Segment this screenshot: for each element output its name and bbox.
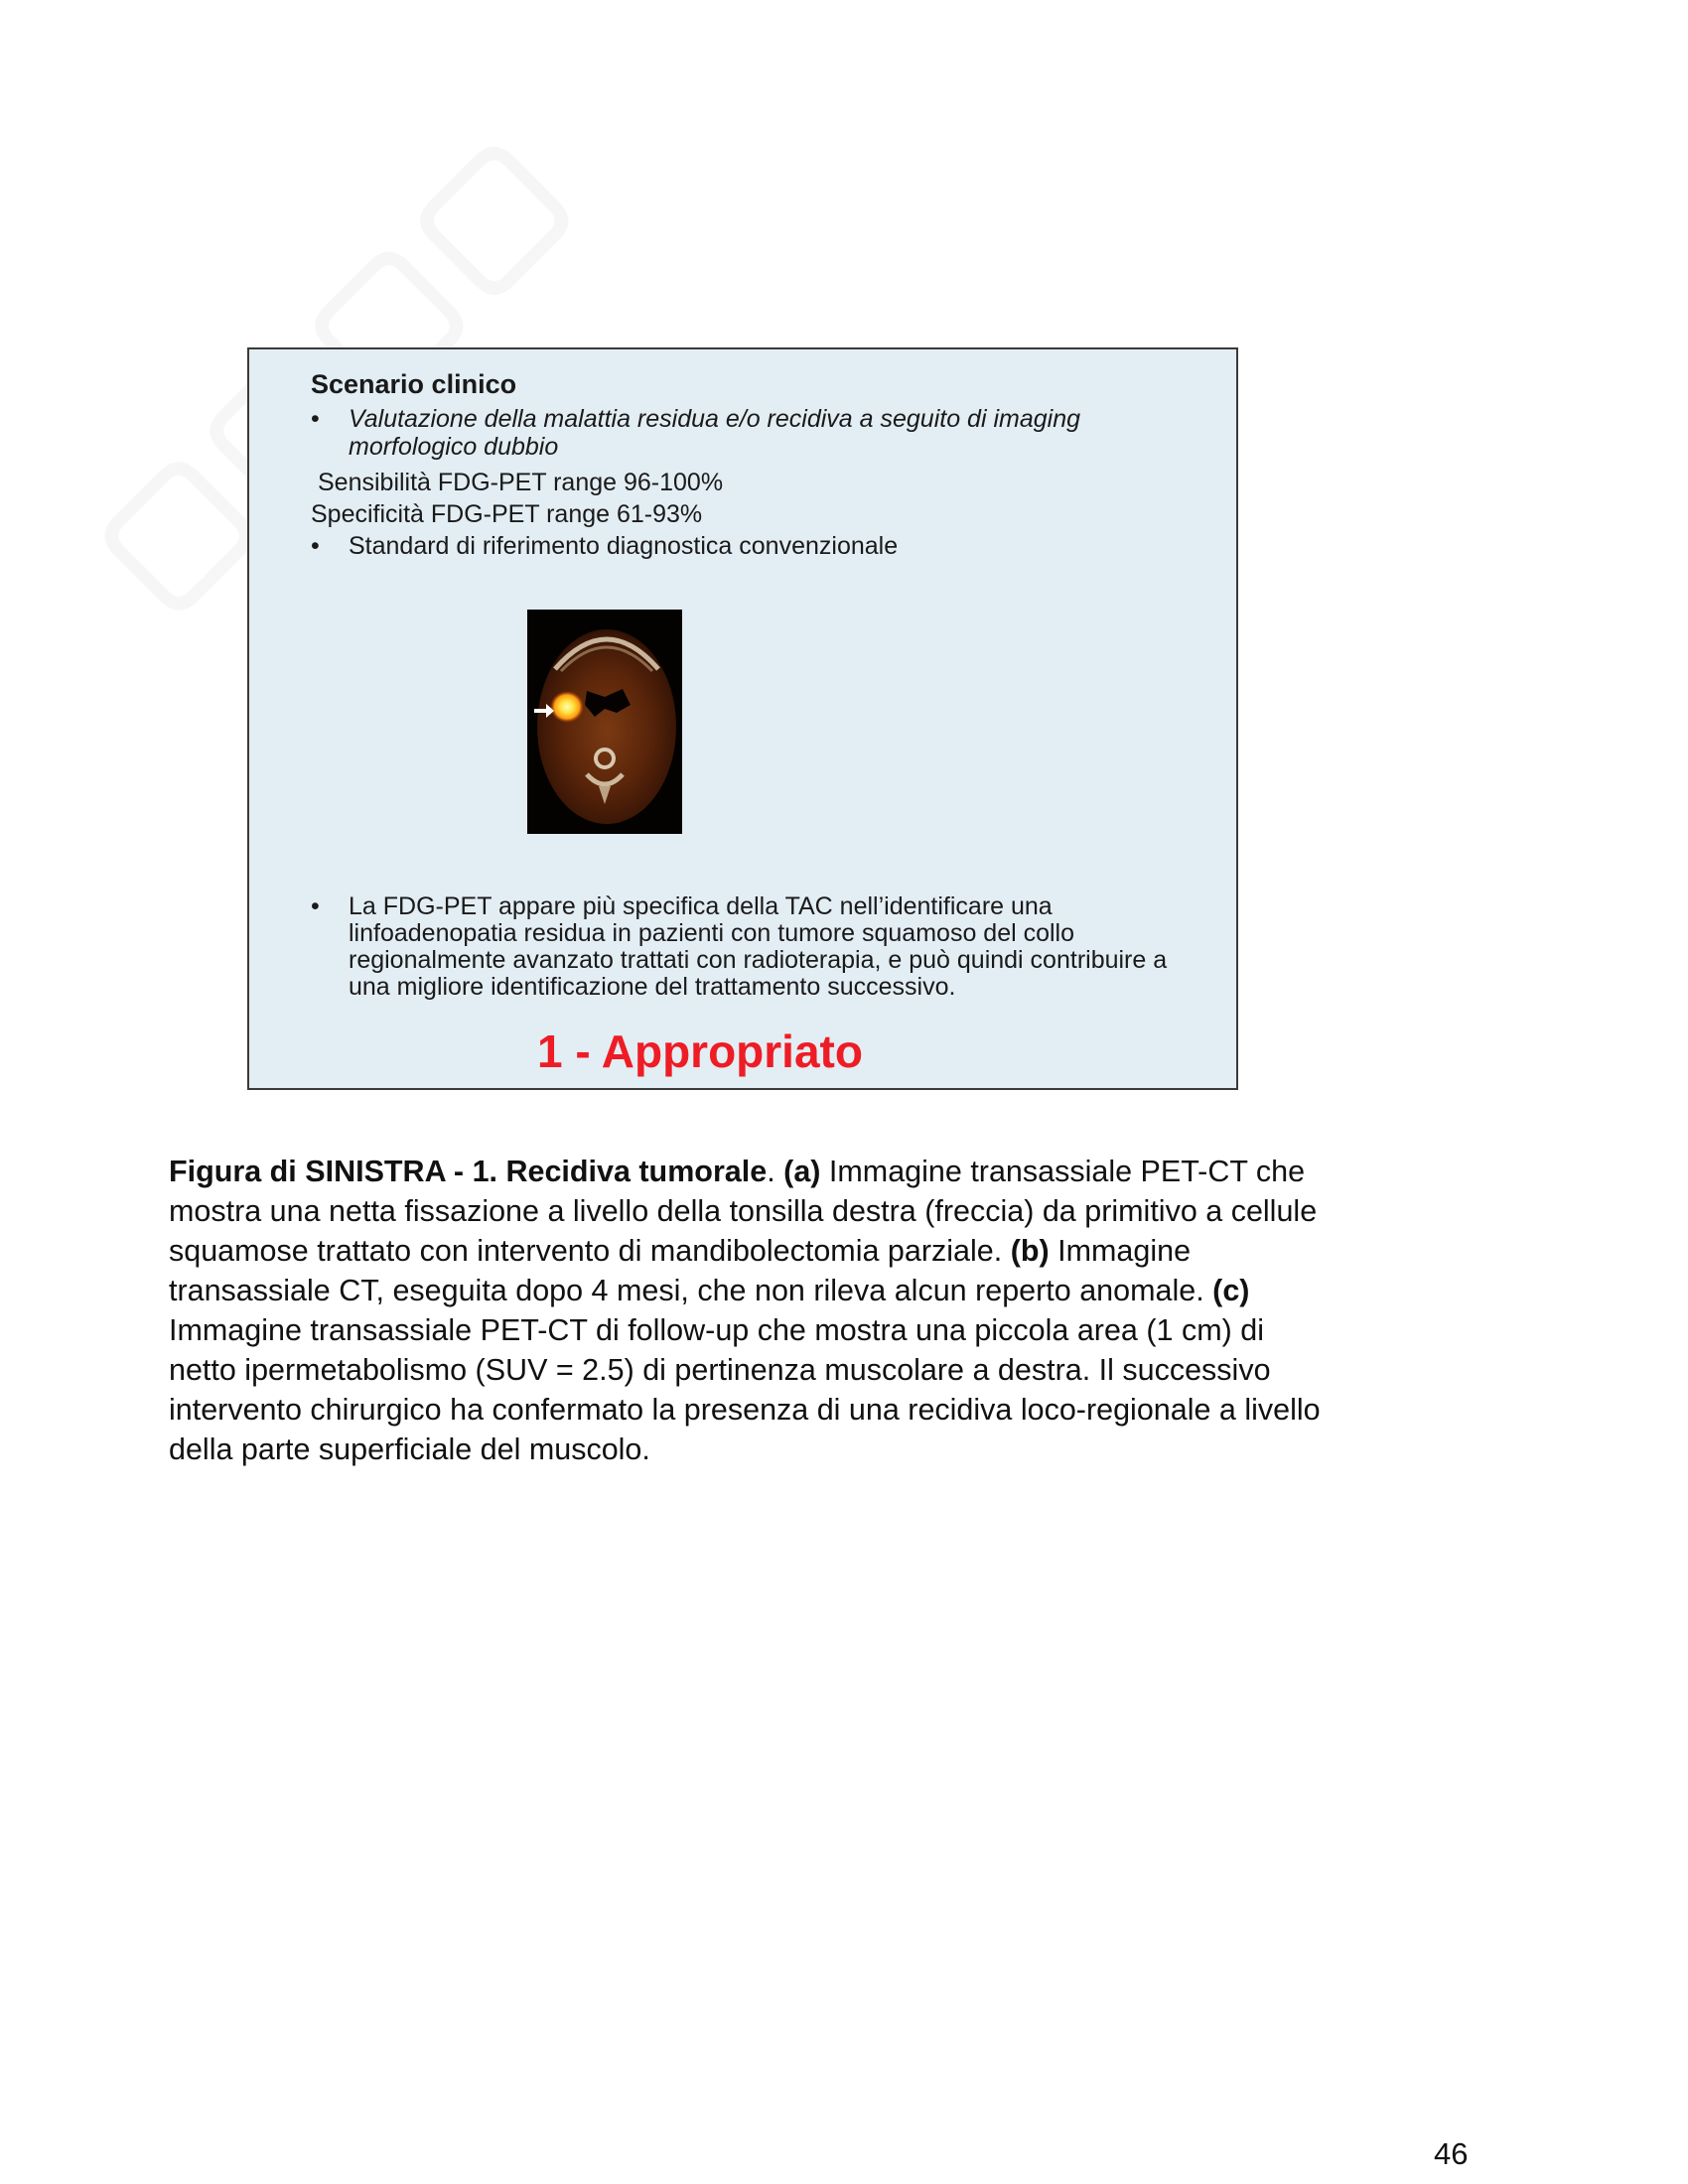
slide-heading: Scenario clinico — [311, 369, 517, 399]
caption-period: . — [767, 1155, 784, 1188]
pet-ct-scan-icon — [527, 610, 682, 834]
caption-label-b: (b) — [1010, 1234, 1050, 1268]
caption-text-b: Immagine transassiale CT, eseguita dopo 4 mesi, che non rileva alcun reperto anomale. — [169, 1234, 1213, 1307]
bullet-text: Standard di riferimento diagnostica convenzionale — [349, 532, 899, 560]
bullet-icon: • — [311, 892, 320, 920]
verdict-label: 1 - Appropriato — [537, 1025, 863, 1077]
figure-caption — [169, 1152, 1331, 1469]
conclusion-text: La FDG-PET appare più specifica della TAC nell’identificare una linfoadenopatia residua in pazienti con tumore squamoso del collo regionalmente avanzato trattati con radioterapia, e può quindi contribuire a una migliore identificazione del trattamento successivo. — [349, 892, 1168, 1001]
specificity-text: Specificità FDG-PET range 61-93% — [311, 500, 703, 528]
page-number: 46 — [1434, 2136, 1469, 2171]
slide-box — [247, 347, 1238, 1090]
caption-text-a: Immagine transassiale PET-CT che mostra una netta fissazione a livello della tonsilla destra (freccia) da primitivo a cellule squamose trattato con intervento di mandibolectomia parziale. — [169, 1155, 1318, 1268]
bullet-icon: • — [311, 532, 320, 560]
slide-bullet-list — [311, 405, 1204, 560]
bullet-text: Valutazione della malattia residua e/o recidiva a seguito di imaging morfologico dubbio — [349, 405, 1081, 461]
list-item — [311, 893, 1204, 1001]
list-item — [311, 532, 1204, 560]
pet-ct-scan-image — [527, 610, 682, 834]
caption-label-c: (c) — [1212, 1274, 1250, 1307]
caption-label-a: (a) — [783, 1155, 821, 1188]
list-item — [311, 405, 1204, 461]
caption-text-c: Immagine transassiale PET-CT di follow-up che mostra una piccola area (1 cm) di netto ipermetabolismo (SUV = 2.5) di pertinenza muscolare a destra. Il successivo intervento chirurgico ha confermato la presenza di una recidiva loco-regionale a livello della parte superficiale del muscolo. — [169, 1313, 1321, 1466]
slide-conclusion — [311, 893, 1204, 1001]
caption-lead: Figura di SINISTRA - 1. Recidiva tumorale — [169, 1155, 768, 1188]
bullet-icon: • — [311, 405, 320, 433]
sensitivity-text: Sensibilità FDG-PET range 96-100% — [318, 469, 724, 496]
